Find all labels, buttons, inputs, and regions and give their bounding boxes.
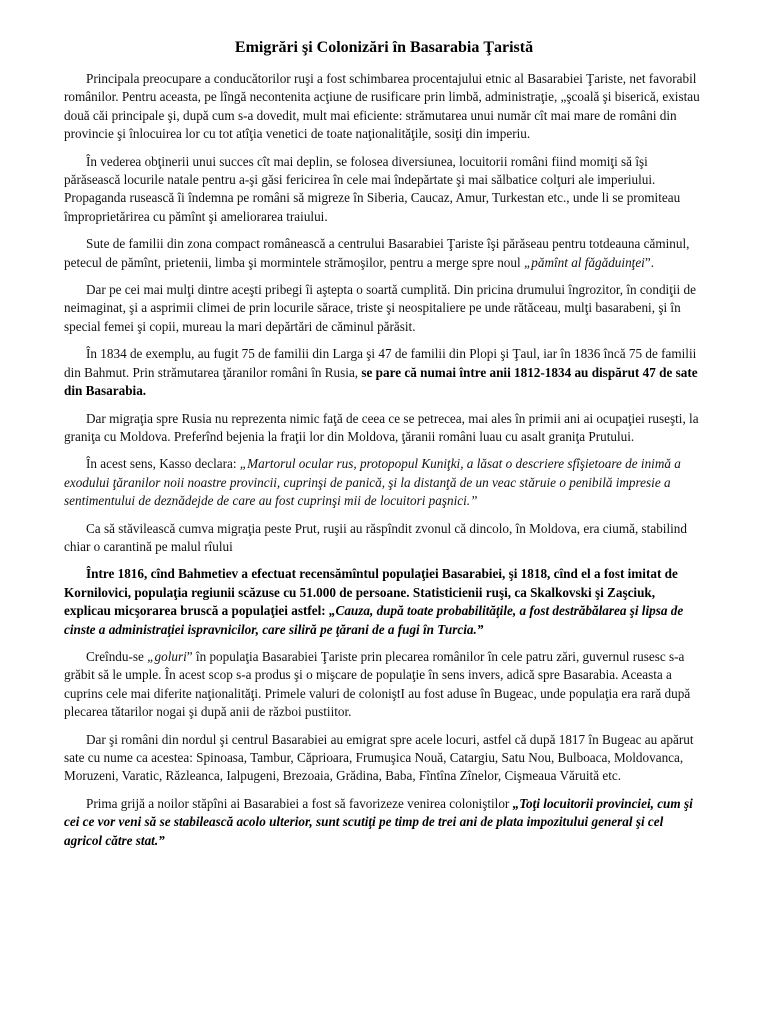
paragraph-run: În acest sens, Kasso declara: <box>86 456 240 472</box>
paragraph-4 <box>64 281 704 336</box>
paragraph-2 <box>64 153 704 227</box>
paragraph-run: ”. <box>644 254 654 270</box>
paragraph-run: Principala preocupare a conducătorilor ruşi a fost schimbarea procentajului etnic al Basarabiei Ţariste, net favorabil românilor. Pentru aceasta, pe lîngă necontenita acţiune de rusificare prin limbă, administraţie, „şcoală şi biserică, existau două căi principale şi, după cum s-a dovedit, mult mai eficiente: strămutarea unui număr cît mai mare de români din provincie şi înlocuirea lor cu tot atîţia venetici de toate naţionalităţile, sosiţi din imperiu. <box>64 71 700 142</box>
paragraph-11 <box>64 731 704 786</box>
paragraph-6 <box>64 410 704 447</box>
paragraph-9 <box>64 565 704 639</box>
paragraph-run: Dar migraţia spre Rusia nu reprezenta nimic faţă de ceea ce se petrecea, mai ales în primii ani ai ocupaţiei ruseşti, la graniţa cu Moldova. Preferînd bejenia la fraţii lor din Moldova, ţăranii români luau cu asalt graniţa Prutului. <box>64 410 699 444</box>
paragraph-run: Dar pe cei mai mulţi dintre aceşti pribegi îi aştepta o soartă cumplită. Din pricina drumului îngrozitor, în condiţii de neimaginat, şi a asprimii climei de prin locurile sărace, triste şi neospitaliere pe unde rătăceau, mulţi basarabeni, şi în special femei şi copii, mureau la mari depărtări de căminul părăsit. <box>64 282 696 334</box>
paragraph-7 <box>64 455 704 510</box>
paragraph-run: Ca să stăvilească cumva migraţia peste Prut, ruşii au răspîndit zvonul că dincolo, în Moldova, era ciumă, stabilind chiar o carantină pe malul rîului <box>64 520 687 554</box>
paragraph-10 <box>64 648 704 722</box>
paragraph-run: În vederea obţinerii unui succes cît mai deplin, se folosea diversiunea, locuitorii români fiind momiţi să îşi părăsească locurile natale pentru a-şi găsi fericirea în cele mai îndepărtate şi mai sălbatice colţuri ale imperiului. Propaganda rusească îi îndemna pe români să migreze în Siberia, Caucaz, Amur, Turkestan etc., unde li se promiteau împroprietărirea cu pămînt şi ameliorarea traiului. <box>64 153 681 224</box>
paragraph-run: „pămînt al făgăduinţei <box>523 254 645 270</box>
paragraph-run: ” în populaţia Basarabiei Ţariste prin plecarea românilor în cele patru zări, guvernul rusesc s-a grăbit să le umple. În acest scop s-a produs şi o mişcare de populaţie în sens invers, adică spre Basarabia. Aceasta a cuprins cele mai diferite naţionalităţi. Primele valuri de coloniştI au fost aduse în Bugeac, unde populaţia era rară după plecarea tătarilor nogai şi după anii de război pustiitor. <box>64 648 691 720</box>
paragraph-run: „goluri <box>147 648 187 664</box>
paragraph-8 <box>64 520 704 557</box>
paragraph-run: Prima grijă a noilor stăpîni ai Basarabiei a fost să favorizeze venirea coloniştilor <box>86 795 513 811</box>
paragraph-run: În 1834 de exemplu, au fugit 75 de familii din Larga şi 47 de familii din Plopi şi Ţaul, iar în 1836 încă 75 de familii din Bahmut. Prin strămutarea ţăranilor români în Rusia, <box>64 346 697 380</box>
paragraph-run: Creîndu-se <box>86 648 148 664</box>
paragraph-run: „Martorul ocular rus, protopopul Kuniţki, a lăsat o descriere sfîşietoare de inimă a exodului ţăranilor noii noastre provincii, cuprinşi de panică, şi la distanţă de un veac stăruie o penibilă impresie a sentimentului de deznădejde de care au fost cuprinşi mii de locuitori paşnici.” <box>64 456 681 509</box>
paragraph-run: „Toţi locuitorii provinciei, cum şi cei ce vor veni să se stabilească acolo ulterior, sunt scutiţi pe timp de trei ani de plata impozitului general şi cel agricol către stat.” <box>64 795 693 848</box>
paragraph-run: „Cauza, după toate probabilităţile, a fost destrăbălarea şi lipsa de cinste a administraţiei ispravnicilor, care siliră pe ţărani de a fugi în Turcia.” <box>64 603 684 637</box>
paragraph-12 <box>64 795 704 850</box>
document-title: Emigrări şi Colonizări în Basarabia Ţaristă <box>234 39 534 56</box>
paragraph-1 <box>64 70 704 144</box>
paragraph-3 <box>64 235 704 272</box>
document-body <box>64 70 704 850</box>
paragraph-run: Sute de familii din zona compact românească a centrului Basarabiei Ţariste îşi părăseau pentru totdeauna căminul, petecul de pămînt, prietenii, limba şi mormintele strămoşilor, pentru a merge spre noul <box>64 236 690 270</box>
paragraph-run: Dar şi români din nordul şi centrul Basarabiei au emigrat spre acele locuri, astfel că după 1817 în Bugeac au apărut sate cu nume ca acestea: Spinoasa, Tambur, Căprioara, Frumuşica Nouă, Catargiu, Satu Nou, Bulboaca, Moldovanca, Moruzeni, Varatic, Răzleanca, Ialpugeni, Brezoaia, Grădina, Baba, Fîntîna Zînelor, Cişmeaua Văruită etc. <box>64 731 694 784</box>
paragraph-5 <box>64 345 704 400</box>
paragraph-run: Între 1816, cînd Bahmetiev a efectuat recensămîntul populaţiei Basarabiei, şi 1818, cînd el a fost imitat de Kornilovici, populaţia regiunii scăzuse cu 51.000 de persoane. Statisticienii ruşi, ca Skalkovski şi Zaşciuk, explicau micşorarea bruscă a populaţiei astfel: <box>64 566 678 619</box>
paragraph-run: se pare că numai între anii 1812-1834 au dispărut 47 de sate din Basarabia. <box>64 364 698 399</box>
document-page <box>64 38 704 859</box>
